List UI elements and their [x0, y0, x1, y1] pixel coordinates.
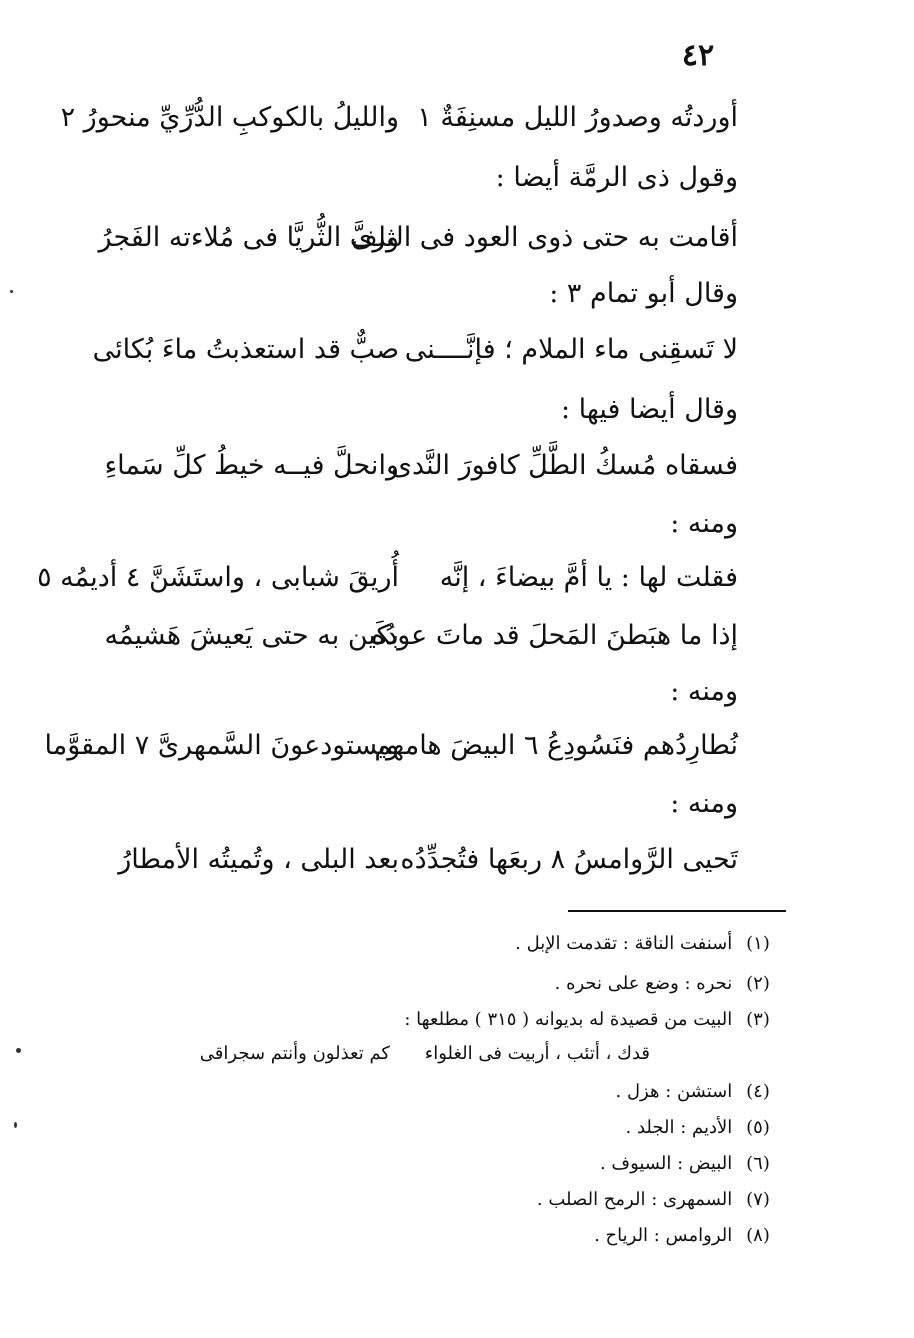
footnote-2: [555, 970, 778, 998]
scan-speck: [16, 1048, 21, 1053]
footnote-text: نحره : وضع على نحره .: [554, 973, 733, 994]
footnote-1: [515, 930, 778, 958]
footnote-text: السمهرى : الرمح الصلب .: [536, 1189, 733, 1210]
footnote-text: البيت من قصيدة له بديوانه ( ٣١٥ ) مطلعها :: [404, 1009, 733, 1030]
intro-line-3: وقال أيضا فيها :: [560, 394, 738, 425]
footnote-3: [404, 1006, 778, 1034]
footnote-text: أسنفت الناقة : تقدمت الإبل .: [515, 933, 733, 954]
footnote-number: (٦): [746, 1153, 770, 1174]
verse-5-first-hemistich: فقلت لها : يا أمَّ بيضاءَ ، إنَّه: [439, 562, 738, 593]
verse-7-second-hemistich: ويستودعونَ السَّمهرىَّ ٧ المقوَّما: [44, 730, 399, 761]
verse-8-second-hemistich: بعد البلى ، وتُميتُه الأمطارُ: [118, 844, 399, 875]
footnote-divider: [568, 910, 786, 912]
intro-line-6: ومنه :: [670, 788, 738, 819]
scan-speck: [10, 290, 13, 293]
footnote-7: [537, 1186, 778, 1214]
footnote-number: (٢): [746, 973, 770, 994]
footnote-text: الأديم : الجلد .: [625, 1117, 733, 1138]
intro-line-1: وقول ذى الرمَّة أيضا :: [495, 162, 738, 193]
footnote-number: (١): [746, 933, 770, 954]
verse-6-first-hemistich: إذا ما هبَطنَ المَحلَ قد ماتَ عودُه: [371, 620, 738, 651]
footnote-text: البيض : السيوف .: [599, 1153, 733, 1174]
footnote-3-verse-first-hemistich: قدك ، أتئب ، أربيت فى الغلواء: [424, 1043, 650, 1064]
scan-speck: [14, 1122, 17, 1128]
verse-4-second-hemistich: وانحلَّ فيــه خيطُ كلِّ سَماءِ: [104, 450, 399, 481]
footnote-number: (٧): [746, 1189, 770, 1210]
page-number: ٤٢: [681, 38, 715, 73]
footnote-6: [600, 1150, 778, 1178]
intro-line-2: وقال أبو تمام ٣ :: [549, 278, 738, 309]
verse-8-first-hemistich: تَحيى الرَّوامسُ ٨ ربعَها فتُجدِّدُه: [400, 844, 738, 875]
verse-2-second-hemistich: ولفَّ الثُّريَّا فى مُلاءته الفَجرُ: [98, 222, 399, 253]
footnote-text: استشن : هزل .: [615, 1081, 733, 1102]
footnote-number: (٥): [746, 1117, 770, 1138]
verse-6-second-hemistich: بكَين به حتى يَعيشَ هَشيمُه: [104, 620, 399, 651]
verse-7-first-hemistich: نُطارِدُهم فنَسُودِعُ ٦ البيضَ هامهم: [374, 730, 738, 761]
verse-3-first-hemistich: لا تَسقِنى ماء الملام ؛ فإنَّــــنى: [404, 334, 738, 365]
footnote-number: (٣): [746, 1009, 770, 1030]
verse-3-second-hemistich: صبٌّ قد استعذبتُ ماءَ بُكائى: [92, 334, 399, 365]
verse-1-second-hemistich: والليلُ بالكوكبِ الدُّرِّيِّ منحورُ ٢: [60, 102, 399, 133]
verse-2-first-hemistich: أقامت به حتى ذوى العود فى الثرى: [351, 222, 738, 253]
footnote-text: الروامس : الرياح .: [594, 1225, 733, 1246]
footnote-8: [594, 1222, 778, 1250]
verse-4-first-hemistich: فسقاه مُسكُ الطَّلِّ كافورَ النَّدى: [390, 450, 738, 481]
footnote-number: (٨): [746, 1225, 770, 1246]
footnote-5: [626, 1114, 778, 1142]
intro-line-4: ومنه :: [670, 508, 738, 539]
footnote-number: (٤): [746, 1081, 770, 1102]
verse-5-second-hemistich: أُريقَ شبابى ، واستَشَنَّ ٤ أديمُه ٥: [37, 562, 399, 593]
footnote-3-verse-second-hemistich: كم تعذلون وأنتم سجراقى: [199, 1043, 390, 1064]
footnote-4: [616, 1078, 778, 1106]
intro-line-5: ومنه :: [670, 676, 738, 707]
verse-1-first-hemistich: أوردتُه وصدورُ الليل مسنِفَةٌ ١: [417, 102, 738, 133]
